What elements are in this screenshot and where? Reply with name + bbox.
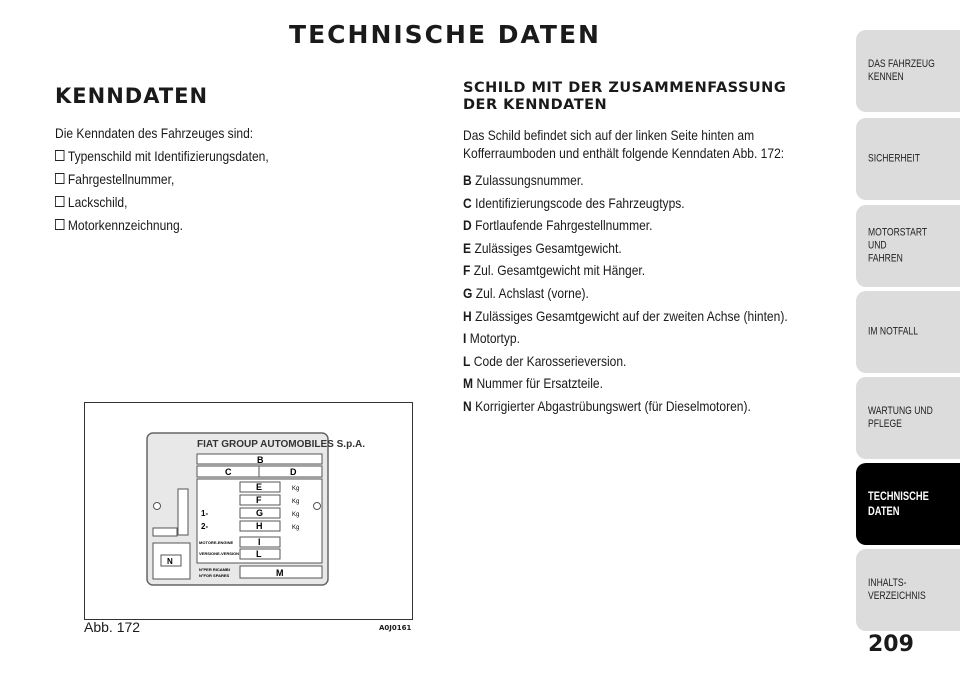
list-item: Motorkennzeichnung.	[55, 214, 382, 237]
kenndaten-intro: Die Kenndaten des Fahrzeuges sind:	[55, 125, 254, 141]
checkbox-bullet-icon	[55, 219, 64, 230]
plate-label-d: D	[290, 467, 297, 477]
page-title: TECHNISCHE DATEN	[289, 20, 601, 49]
checkbox-bullet-icon	[55, 150, 64, 161]
tab-sicherheit[interactable]: SICHERHEIT	[856, 118, 960, 200]
plate-label-f: F	[256, 495, 262, 505]
list-item: B Zulassungsnummer.	[463, 172, 584, 188]
plate-kg-1: Kg	[292, 486, 300, 492]
list-item: Typenschild mit Identifizierungsdaten,	[55, 145, 382, 168]
list-item: C Identifizierungscode des Fahrzeugtyps.	[463, 194, 685, 211]
plate-row-2: 2-	[201, 522, 209, 531]
plate-header-text: FIAT GROUP AUTOMOBILES S.p.A.	[197, 439, 365, 450]
list-item: Lackschild,	[55, 191, 382, 214]
tab-inhaltsverzeichnis[interactable]: INHALTS- VERZEICHNIS	[856, 549, 960, 631]
page-number: 209	[868, 632, 914, 657]
tab-das-fahrzeug-kennen[interactable]: DAS FAHRZEUG KENNEN	[856, 30, 960, 112]
plate-label-l: L	[256, 549, 262, 559]
plate-motore: MOTORE-ENGINE	[199, 540, 234, 545]
list-item: H Zulässiges Gesamtgewicht auf der zweiten Achse (hinten).	[463, 307, 788, 324]
tab-technische-daten[interactable]: TECHNISCHE DATEN	[856, 463, 960, 545]
section-heading-kenndaten: KENNDATEN	[55, 84, 209, 108]
plate-label-m: M	[276, 568, 284, 578]
figure-caption: Abb. 172	[84, 619, 141, 635]
plate-label-g: G	[256, 508, 264, 518]
list-item: L Code der Karosserieversion.	[463, 352, 627, 369]
checkbox-bullet-icon	[55, 196, 64, 207]
plate-diagram	[85, 403, 412, 619]
plate-label-c: C	[225, 467, 232, 477]
plate-label-e: E	[256, 482, 263, 492]
schild-intro: Das Schild befindet sich auf der linken Seite hinten am Kofferraumboden und enthält folgende Kenndaten Abb. 172:	[463, 127, 785, 161]
kenndaten-list	[55, 122, 435, 237]
tab-motorstart-und-fahren[interactable]: MOTORSTART UND FAHREN	[856, 205, 960, 287]
list-item: I Motortyp.	[463, 330, 520, 347]
list-item: G Zul. Achslast (vorne).	[463, 284, 589, 301]
code-list	[463, 169, 883, 418]
plate-kg-3: Kg	[292, 512, 300, 518]
checkbox-bullet-icon	[55, 173, 64, 184]
plate-versione: VERSIONE-VERSION	[199, 551, 240, 556]
list-item: D Fortlaufende Fahrgestellnummer.	[463, 217, 653, 234]
list-item: E Zulässiges Gesamtgewicht.	[463, 239, 622, 256]
section-heading-schild: SCHILD MIT DER ZUSAMMENFASSUNG DER KENNDATEN	[463, 80, 787, 113]
list-item: M Nummer für Ersatzteile.	[463, 375, 603, 392]
plate-kg-4: Kg	[292, 525, 300, 531]
plate-ricambi-1: N°PER RICAMBI	[199, 567, 230, 572]
plate-label-n: N	[167, 557, 173, 566]
list-item: F Zul. Gesamtgewicht mit Hänger.	[463, 262, 646, 279]
list-item: N Korrigierter Abgastrübungswert (für Dieselmotoren).	[463, 397, 751, 414]
plate-label-h: H	[256, 521, 263, 531]
figure-identification-plate	[84, 402, 413, 620]
figure-code: A0J0161	[379, 624, 412, 632]
plate-label-b: B	[257, 455, 264, 465]
tab-wartung-und-pflege[interactable]: WARTUNG UND PFLEGE	[856, 377, 960, 459]
plate-row-1: 1-	[201, 509, 209, 518]
plate-ricambi-2: N°FOR SPARES	[199, 573, 230, 578]
list-item: Fahrgestellnummer,	[55, 168, 382, 191]
plate-label-i: I	[258, 537, 261, 547]
tab-im-notfall[interactable]: IM NOTFALL	[856, 291, 960, 373]
plate-kg-2: Kg	[292, 499, 300, 505]
